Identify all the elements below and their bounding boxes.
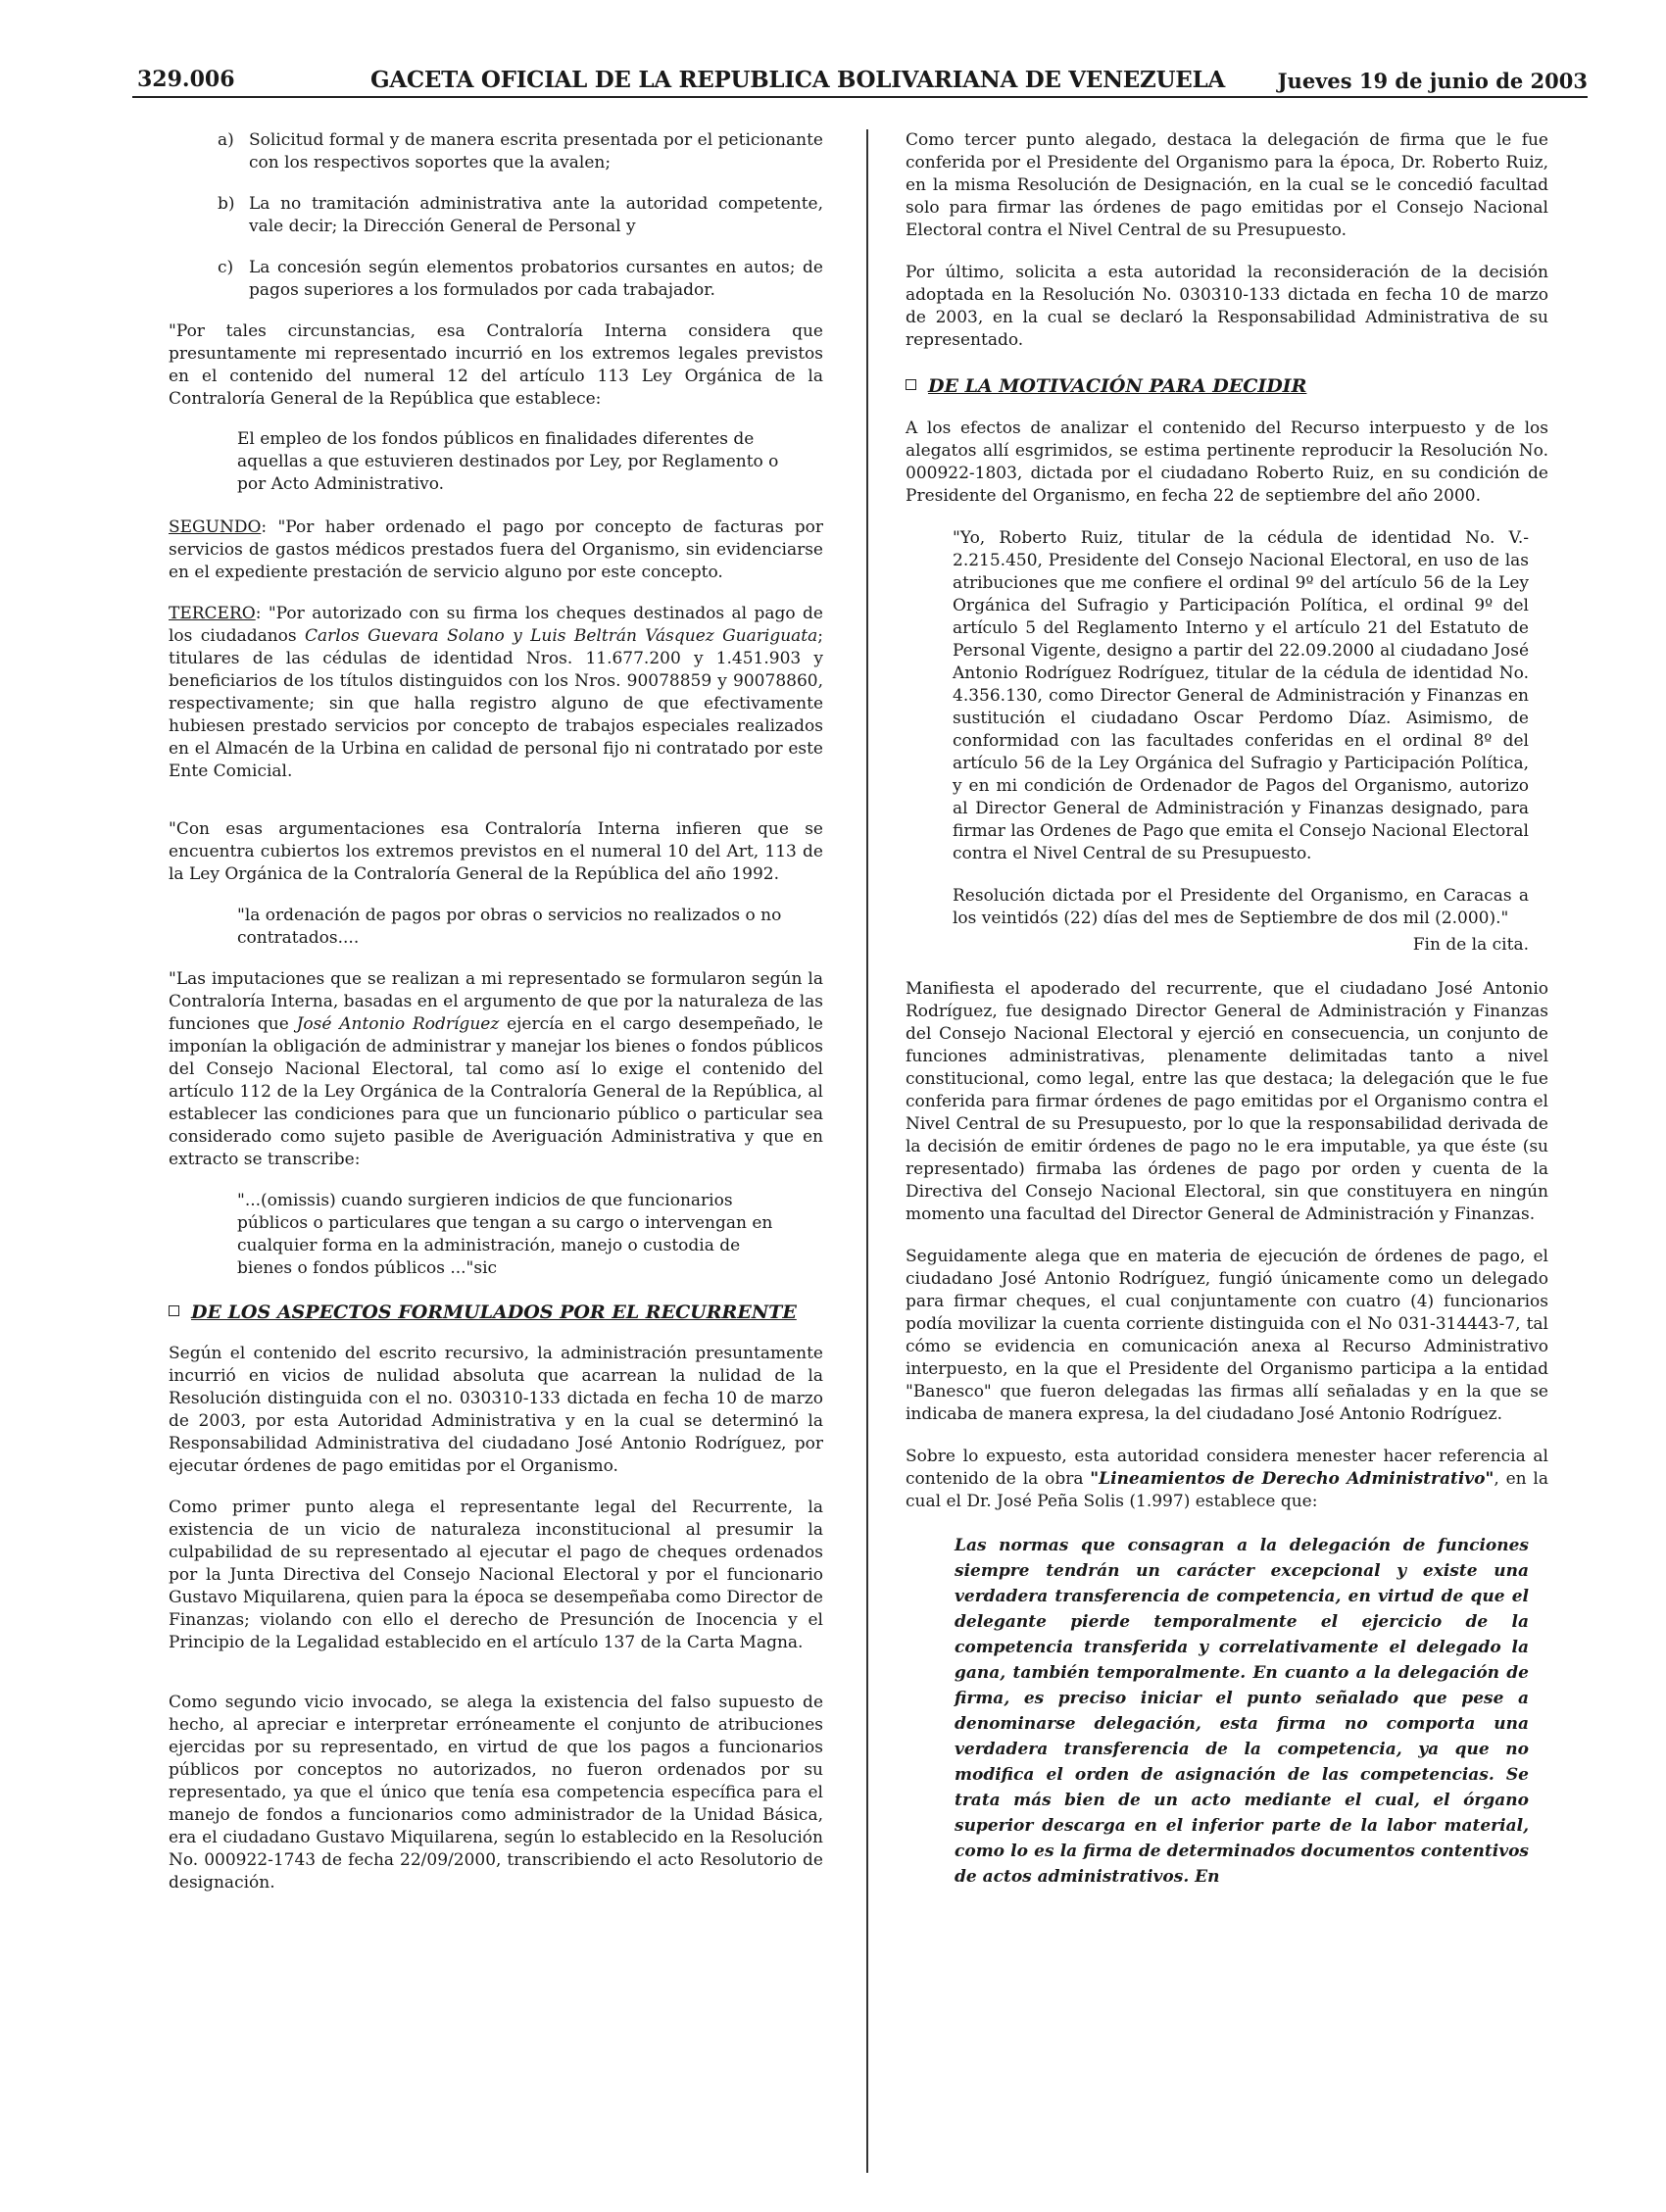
end-of-quote: Fin de la cita. — [1412, 935, 1529, 955]
paragraph: Manifiesta el apoderado del recurrente, que el ciudadano José Antonio Rodríguez, fue designado Director General de Administración y Finanzas del Consejo Nacional Electoral y ejerció en consecuencia, un conjunto de funciones administrativas, plenamente delimitadas tanto a nivel constitucional, como legal, entre las que destaca; la delegación que le fue conferida para firmar órdenes de pago emitidas por el Organismo contra el Nivel Central de su Presupuesto, por lo que la responsabilidad derivada de la decisión de emitir órdenes de pago no le era imputable, ya que éste (su representado) firmaba las órdenes de pago por orden y cuenta de la Directiva del Consejo Nacional Electoral, sin que constituyera en ningún momento una facultad del Director General de Administración y Finanzas. — [906, 979, 1548, 1224]
gazette-title: GACETA OFICIAL DE LA REPUBLICA BOLIVARIANA DE VENEZUELA — [370, 67, 1225, 93]
right-column — [906, 129, 1548, 1890]
paragraph: Según el contenido del escrito recursivo, la administración presuntamente incurrió en vicios de nulidad absoluta que acarrean la nulidad de la Resolución distinguida con el no. 030310-133 dictada en fecha 10 de marzo de 2003, por esta Autoridad Administrativa y en la cual se determinó la Responsabilidad Administrativa del ciudadano José Antonio Rodríguez, por ejecutar órdenes de pago emitidas por el Organismo. — [169, 1344, 823, 1476]
quote: "...(omissis) cuando surgieren indicios de que funcionarios públicos o particulares que tengan a su cargo o intervengan en cualquier forma en la administración, manejo o custodia de bienes o fondos públicos ..."sic — [237, 1191, 773, 1278]
paragraph: Sobre lo expuesto, esta autoridad considera menester hacer referencia al contenido de la obra "Lineamientos de Derecho Administrativo", en la cual el Dr. José Peña Solis (1.997) establece que: — [906, 1447, 1548, 1511]
issue-date: Jueves 19 de junio de 2003 — [1277, 69, 1588, 93]
citation-quote: Resolución dictada por el Presidente del Organismo, en Caracas a los veintidós (22) días del mes de Septiembre de dos mil (2.000)." — [953, 886, 1529, 928]
paragraph-tercero: TERCERO: "Por autorizado con su firma los cheques destinados al pago de los ciudadanos Carlos Guevara Solano y Luis Beltrán Vásquez Guariguata; titulares de las cédulas de identidad Nros. 11.677.200 y 1.451.903 y beneficiarios de los títulos distinguidos con los Nros. 90078859 y 90078860, respectivamente; sin que halla registro alguno de que efectivamente hubiesen prestado servicios por concepto de trabajos especiales realizados en el Almacén de la Urbina en calidad de personal fijo ni contratado por este Ente Comicial. — [169, 604, 823, 781]
paragraph: Por último, solicita a esta autoridad la reconsideración de la decisión adoptada en la Resolución No. 030310-133 dictada en fecha 10 de marzo de 2003, en la cual se declaró la Responsabilidad Administrativa de su representado. — [906, 263, 1548, 350]
list-item: a) Solicitud formal y de manera escrita presentada por el peticionante con los respectivos soportes que la avalen; — [218, 130, 823, 172]
checkbox-bullet-icon — [169, 1305, 179, 1316]
list-item: c) La concesión según elementos probatorios cursantes en autos; de pagos superiores a los formulados por cada trabajador. — [218, 258, 823, 300]
paragraph: Como primer punto alega el representante legal del Recurrente, la existencia de un vicio de naturaleza inconstitucional al presumir la culpabilidad de su representado al ejecutar el pago de cheques ordenados por la Junta Directiva del Consejo Nacional Electoral y por el funcionario Gustavo Miquilarena, quien para la época se desempeñaba como Director de Finanzas; violando con ello el derecho de Presunción de Inocencia y el Principio de la Legalidad establecido en el artículo 137 de la Carta Magna. — [169, 1498, 823, 1652]
header-rule — [132, 96, 1588, 98]
page-header — [137, 61, 1588, 100]
section-heading: DE LA MOTIVACIÓN PARA DECIDIR — [906, 375, 1548, 398]
list-item: b) La no tramitación administrativa ante la autoridad competente, vale decir; la Dirección General de Personal y — [218, 194, 823, 236]
column-divider — [866, 129, 868, 2173]
page-number: 329.006 — [137, 67, 235, 92]
paragraph-segundo: SEGUNDO: "Por haber ordenado el pago por concepto de facturas por servicios de gastos médicos prestados fuera del Organismo, sin evidenciarse en el expediente prestación de servicio alguno por este concepto. — [169, 517, 823, 582]
paragraph: "Por tales circunstancias, esa Contraloría Interna considera que presuntamente mi representado incurrió en los extremos legales previstos en el contenido del numeral 12 del artículo 113 Ley Orgánica de la Contraloría General de la República que establece: — [169, 321, 823, 409]
left-column — [169, 129, 823, 1894]
paragraph: Como tercer punto alegado, destaca la delegación de firma que le fue conferida por el Presidente del Organismo para la época, Dr. Roberto Ruiz, en la misma Resolución de Designación, en la cual se le concedió facultad solo para firmar las órdenes de pago emitidas por el Consejo Nacional Electoral contra el Nivel Central de su Presupuesto. — [906, 130, 1548, 240]
paragraph: "Las imputaciones que se realizan a mi representado se formularon según la Contraloría Interna, basadas en el argumento de que por la naturaleza de las funciones que José Antonio Rodríguez ejercía en el cargo desempeñado, le imponían la obligación de administrar y manejar los bienes o fondos públicos del Consejo Nacional Electoral, tal como así lo exige el contenido del artículo 112 de la Ley Orgánica de la Contraloría General de la República, al establecer las condiciones para que un funcionario público o particular sea considerado como sujeto pasible de Averiguación Administrativa y que en extracto se transcribe: — [169, 969, 823, 1169]
tercero-label: TERCERO — [169, 604, 256, 623]
quote: "la ordenación de pagos por obras o servicios no realizados o no contratados.... — [237, 906, 782, 948]
checkbox-bullet-icon — [906, 379, 916, 390]
section-heading: DE LOS ASPECTOS FORMULADOS POR EL RECURRENTE — [169, 1302, 823, 1324]
paragraph: Seguidamente alega que en materia de ejecución de órdenes de pago, el ciudadano José Antonio Rodríguez, fungió únicamente como un delegado para firmar cheques, el cual conjuntamente con cuatro (4) funcionarios podía movilizar la cuenta corriente distinguida con el No 031-314443-7, tal cómo se evidencia en comunicación anexa al Recurso Administrativo interpuesto, en la que el Presidente del Organismo participa a la entidad "Banesco" que fueron delegadas las firmas allí señaladas y en la que se indicaba de manera expresa, la del ciudadano José Antonio Rodríguez. — [906, 1247, 1548, 1424]
paragraph: "Con esas argumentaciones esa Contraloría Interna infieren que se encuentra cubiertos los extremos previstos en el numeral 10 del Art, 113 de la Ley Orgánica de la Contraloría General de la República del año 1992. — [169, 819, 823, 884]
segundo-label: SEGUNDO — [169, 517, 262, 537]
paragraph: A los efectos de analizar el contenido del Recurso interpuesto y de los alegatos allí esgrimidos, se estima pertinente reproducir la Resolución No. 000922-1803, dictada por el ciudadano Roberto Ruiz, en su condición de Presidente del Organismo, en fecha 22 de septiembre del año 2000. — [906, 418, 1548, 506]
citation-quote: "Yo, Roberto Ruiz, titular de la cédula de identidad No. V.- 2.215.450, Presidente del Consejo Nacional Electoral, en uso de las atribuciones que me confiere el ordinal 9º del artículo 56 de la Ley Orgánica del Sufragio y Participación Política, el ordinal 9º del artículo 5 del Reglamento Interno y el artículo 21 del Estatuto de Personal Vigente, designo a partir del 22.09.2000 al ciudadano José Antonio Rodríguez Rodríguez, titular de la cédula de identidad No. 4.356.130, como Director General de Administración y Finanzas en sustitución el ciudadano Oscar Perdomo Díaz. Asimismo, de conformidad con las facultades conferidas en el ordinal 8º del artículo 56 de la Ley Orgánica del Sufragio y Participación Política, y en mi condición de Ordenador de Pagos del Organismo, autorizo al Director General de Administración y Finanzas designado, para firmar las Ordenes de Pago que emita el Consejo Nacional Electoral contra el Nivel Central de su Presupuesto. — [953, 528, 1529, 863]
doctrine-quote: Las normas que consagran a la delegación de funciones siempre tendrán un carácter excepcional y existe una verdadera transferencia de competencia, en virtud de que el delegante pierde temporalmente el ejercicio de la competencia transferida y correlativamente el delegado la gana, también temporalmente. En cuanto a la delegación de firma, es preciso iniciar el punto señalado que pese a denominarse delegación, esta firma no comporta una verdadera transferencia de la competencia, ya que no modifica el orden de asignación de las competencias. Se trata más bien de un acto mediante el cual, el órgano superior descarga en el inferior parte de la labor material, como lo es la firma de determinados documentos contentivos de actos administrativos. En — [955, 1536, 1529, 1887]
quote: El empleo de los fondos públicos en finalidades diferentes de aquellas a que estuvieren destinados por Ley, por Reglamento o por Acto Administrativo. — [237, 429, 779, 494]
paragraph: Como segundo vicio invocado, se alega la existencia del falso supuesto de hecho, al apreciar e interpretar erróneamente el conjunto de atribuciones ejercidas por su representado, en virtud de que los pagos a funcionarios públicos por conceptos no autorizados, no fueron ordenados por su representado, ya que el único que tenía esa competencia específica para el manejo de fondos a funcionarios como administrador de la Unidad Básica, era el ciudadano Gustavo Miquilarena, según lo establecido en la Resolución No. 000922-1743 de fecha 22/09/2000, transcribiendo el acto Resolutorio de designación. — [169, 1693, 823, 1892]
